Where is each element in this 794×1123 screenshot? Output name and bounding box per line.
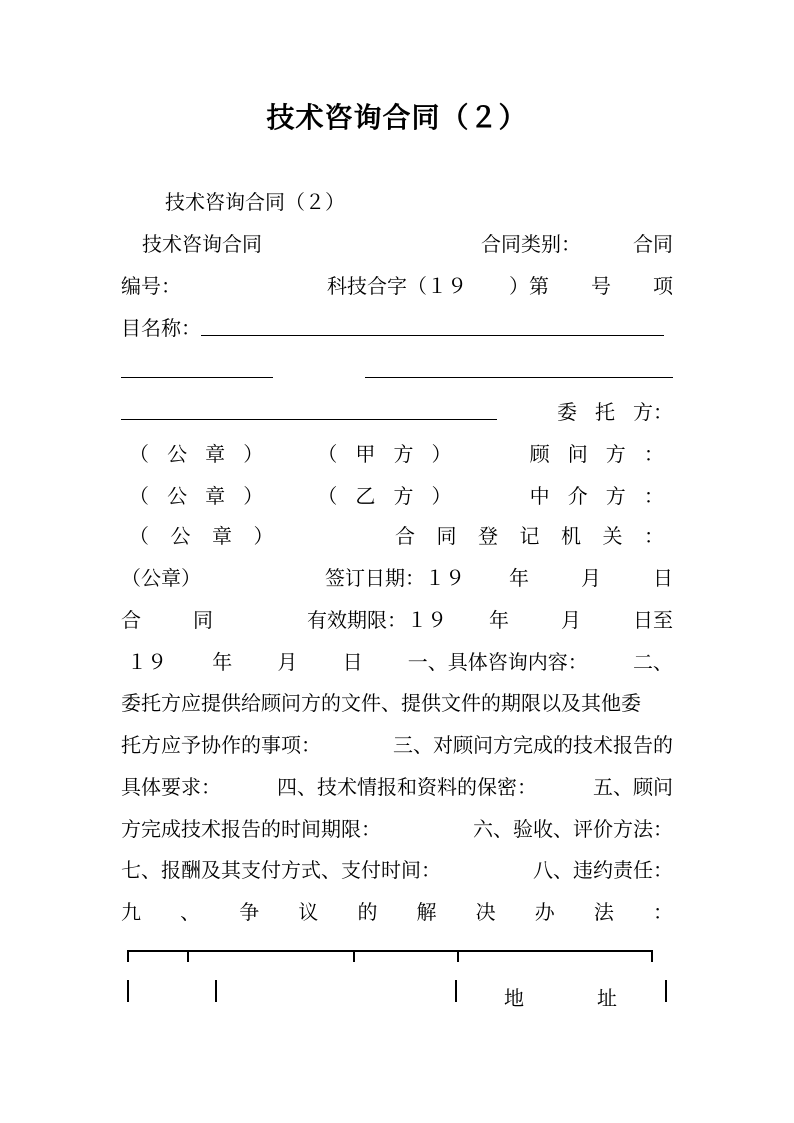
doc-char: （	[129, 441, 149, 466]
doc-char: （	[129, 483, 149, 508]
doc-line	[121, 355, 673, 381]
table-tick	[353, 950, 355, 962]
section-heading: 八、违约责任：	[533, 857, 673, 882]
paragraph-text: 委托方应提供给顾问方的文件、提供文件的期限以及其他委	[121, 690, 641, 715]
doc-char: 方	[605, 441, 626, 466]
doc-char: ）	[253, 523, 274, 548]
doc-char: 方	[393, 441, 414, 466]
doc-char: 决	[475, 899, 496, 924]
client-label: 方：	[633, 399, 673, 424]
doc-char: 公	[170, 523, 191, 548]
blank-underline	[365, 359, 673, 378]
month-char: 月	[581, 565, 601, 590]
validity-label: 有效期限：１９	[307, 607, 447, 632]
doc-char: 合	[121, 607, 141, 632]
doc-line	[121, 688, 673, 714]
doc-char: 登	[478, 523, 498, 548]
doc-char: 合	[395, 523, 415, 548]
section-heading: 七、报酬及其支付方式、支付时间：	[121, 857, 441, 882]
doc-line	[121, 772, 673, 798]
project-name-underline	[201, 317, 664, 336]
doc-line	[129, 521, 664, 547]
doc-char: ：	[644, 523, 664, 548]
doc-char: 顾	[529, 441, 550, 466]
table-bar	[215, 980, 217, 1002]
seal-label: （公章）	[121, 565, 201, 590]
number-suffix: ）第	[509, 273, 549, 298]
number-char: 号	[591, 273, 611, 298]
month-char: 月	[561, 607, 581, 632]
year-number: １９	[127, 649, 167, 674]
doc-char: 公	[167, 441, 188, 466]
doc-line	[121, 855, 673, 881]
doc-char: 机	[561, 523, 581, 548]
doc-line	[127, 647, 673, 673]
sign-date-label: 签订日期：１９	[325, 565, 465, 590]
doc-char: 、	[180, 899, 201, 924]
doc-line	[129, 439, 664, 465]
signature-table	[121, 940, 673, 1010]
doc-char: ：	[643, 441, 664, 466]
day-to-char: 日至	[633, 607, 673, 632]
doc-line	[165, 187, 345, 213]
doc-line	[121, 397, 673, 423]
contract-category-label: 合同类别：	[481, 231, 581, 256]
doc-char: 章	[205, 483, 226, 508]
paragraph-text: 托方应予协作的事项：	[121, 732, 321, 757]
doc-line	[121, 271, 673, 297]
doc-char: ）	[243, 441, 264, 466]
doc-char: ）	[431, 483, 452, 508]
doc-char: 办	[534, 899, 555, 924]
doc-line	[121, 897, 673, 923]
doc-char: 介	[567, 483, 588, 508]
table-bar	[455, 980, 457, 1002]
doc-char: 章	[205, 441, 226, 466]
number-label: 编号：	[121, 273, 181, 298]
doc-char: 九	[121, 899, 141, 924]
year-char: 年	[489, 607, 509, 632]
blank-underline	[121, 359, 273, 378]
doc-char: 解	[416, 899, 437, 924]
doc-char: 方	[393, 483, 414, 508]
section-heading: 六、验收、评价方法：	[473, 816, 673, 841]
doc-char: ：	[652, 899, 673, 924]
doc-char: ）	[243, 483, 264, 508]
table-tick	[127, 950, 129, 962]
doc-line	[142, 229, 673, 255]
blank-underline	[121, 401, 497, 420]
section-heading: 五、顾问	[593, 774, 673, 799]
year-char: 年	[509, 565, 529, 590]
client-char: 托	[595, 399, 615, 424]
doc-char: 关	[602, 523, 623, 548]
paragraph-text: 方完成技术报告的时间期限：	[121, 816, 381, 841]
doc-char: 同	[193, 607, 213, 632]
doc-line	[121, 730, 673, 756]
doc-char: （	[317, 483, 338, 508]
doc-char: 中	[529, 483, 550, 508]
doc-char: ：	[643, 483, 664, 508]
doc-char: ）	[431, 441, 452, 466]
table-bar	[665, 980, 667, 1002]
table-tick	[651, 950, 653, 962]
month-char: 月	[277, 649, 298, 674]
doc-line	[121, 563, 673, 589]
day-char: 日	[342, 649, 363, 674]
doc-line	[121, 814, 673, 840]
contract-name-label: 技术咨询合同	[142, 231, 262, 256]
tech-contract-number-prefix: 科技合字（１９	[327, 273, 467, 298]
doc-char: 争	[239, 899, 260, 924]
section-heading: 四、技术情报和资料的保密：	[277, 774, 537, 799]
table-top-border	[127, 950, 653, 952]
year-char: 年	[212, 649, 233, 674]
doc-char: 章	[212, 523, 232, 548]
doc-char: 记	[519, 523, 540, 548]
section-heading: 一、具体咨询内容：	[407, 649, 588, 674]
doc-char: 方	[605, 483, 626, 508]
doc-char: （	[317, 441, 338, 466]
doc-char: 议	[298, 899, 319, 924]
document-title: 技术咨询合同（２）	[266, 101, 528, 134]
table-tick	[457, 950, 459, 962]
doc-line	[129, 481, 664, 507]
doc-line	[121, 313, 673, 339]
contract-text: 合同	[633, 231, 673, 256]
address-label-char: 地	[504, 986, 524, 1010]
doc-char: 乙	[355, 483, 376, 508]
doc-char: 问	[567, 441, 588, 466]
project-name-label: 目名称：	[121, 315, 201, 340]
doc-char: 法	[593, 899, 614, 924]
doc-char: 同	[436, 523, 457, 548]
paragraph-text: 具体要求：	[121, 774, 221, 799]
doc-char: 甲	[355, 441, 376, 466]
section-heading: 三、对顾问方完成的技术报告的	[393, 732, 673, 757]
doc-char: 公	[167, 483, 188, 508]
address-label-char: 址	[597, 986, 617, 1010]
subtitle-text: 技术咨询合同（２）	[165, 189, 345, 214]
client-char: 委	[557, 399, 577, 424]
section-heading: 二、	[632, 649, 673, 674]
doc-line	[121, 605, 673, 631]
doc-char: 的	[357, 899, 378, 924]
table-tick	[187, 950, 189, 962]
day-char: 日	[653, 565, 673, 590]
project-char: 项	[653, 273, 673, 298]
doc-char: （	[129, 523, 149, 548]
table-bar	[127, 980, 129, 1002]
